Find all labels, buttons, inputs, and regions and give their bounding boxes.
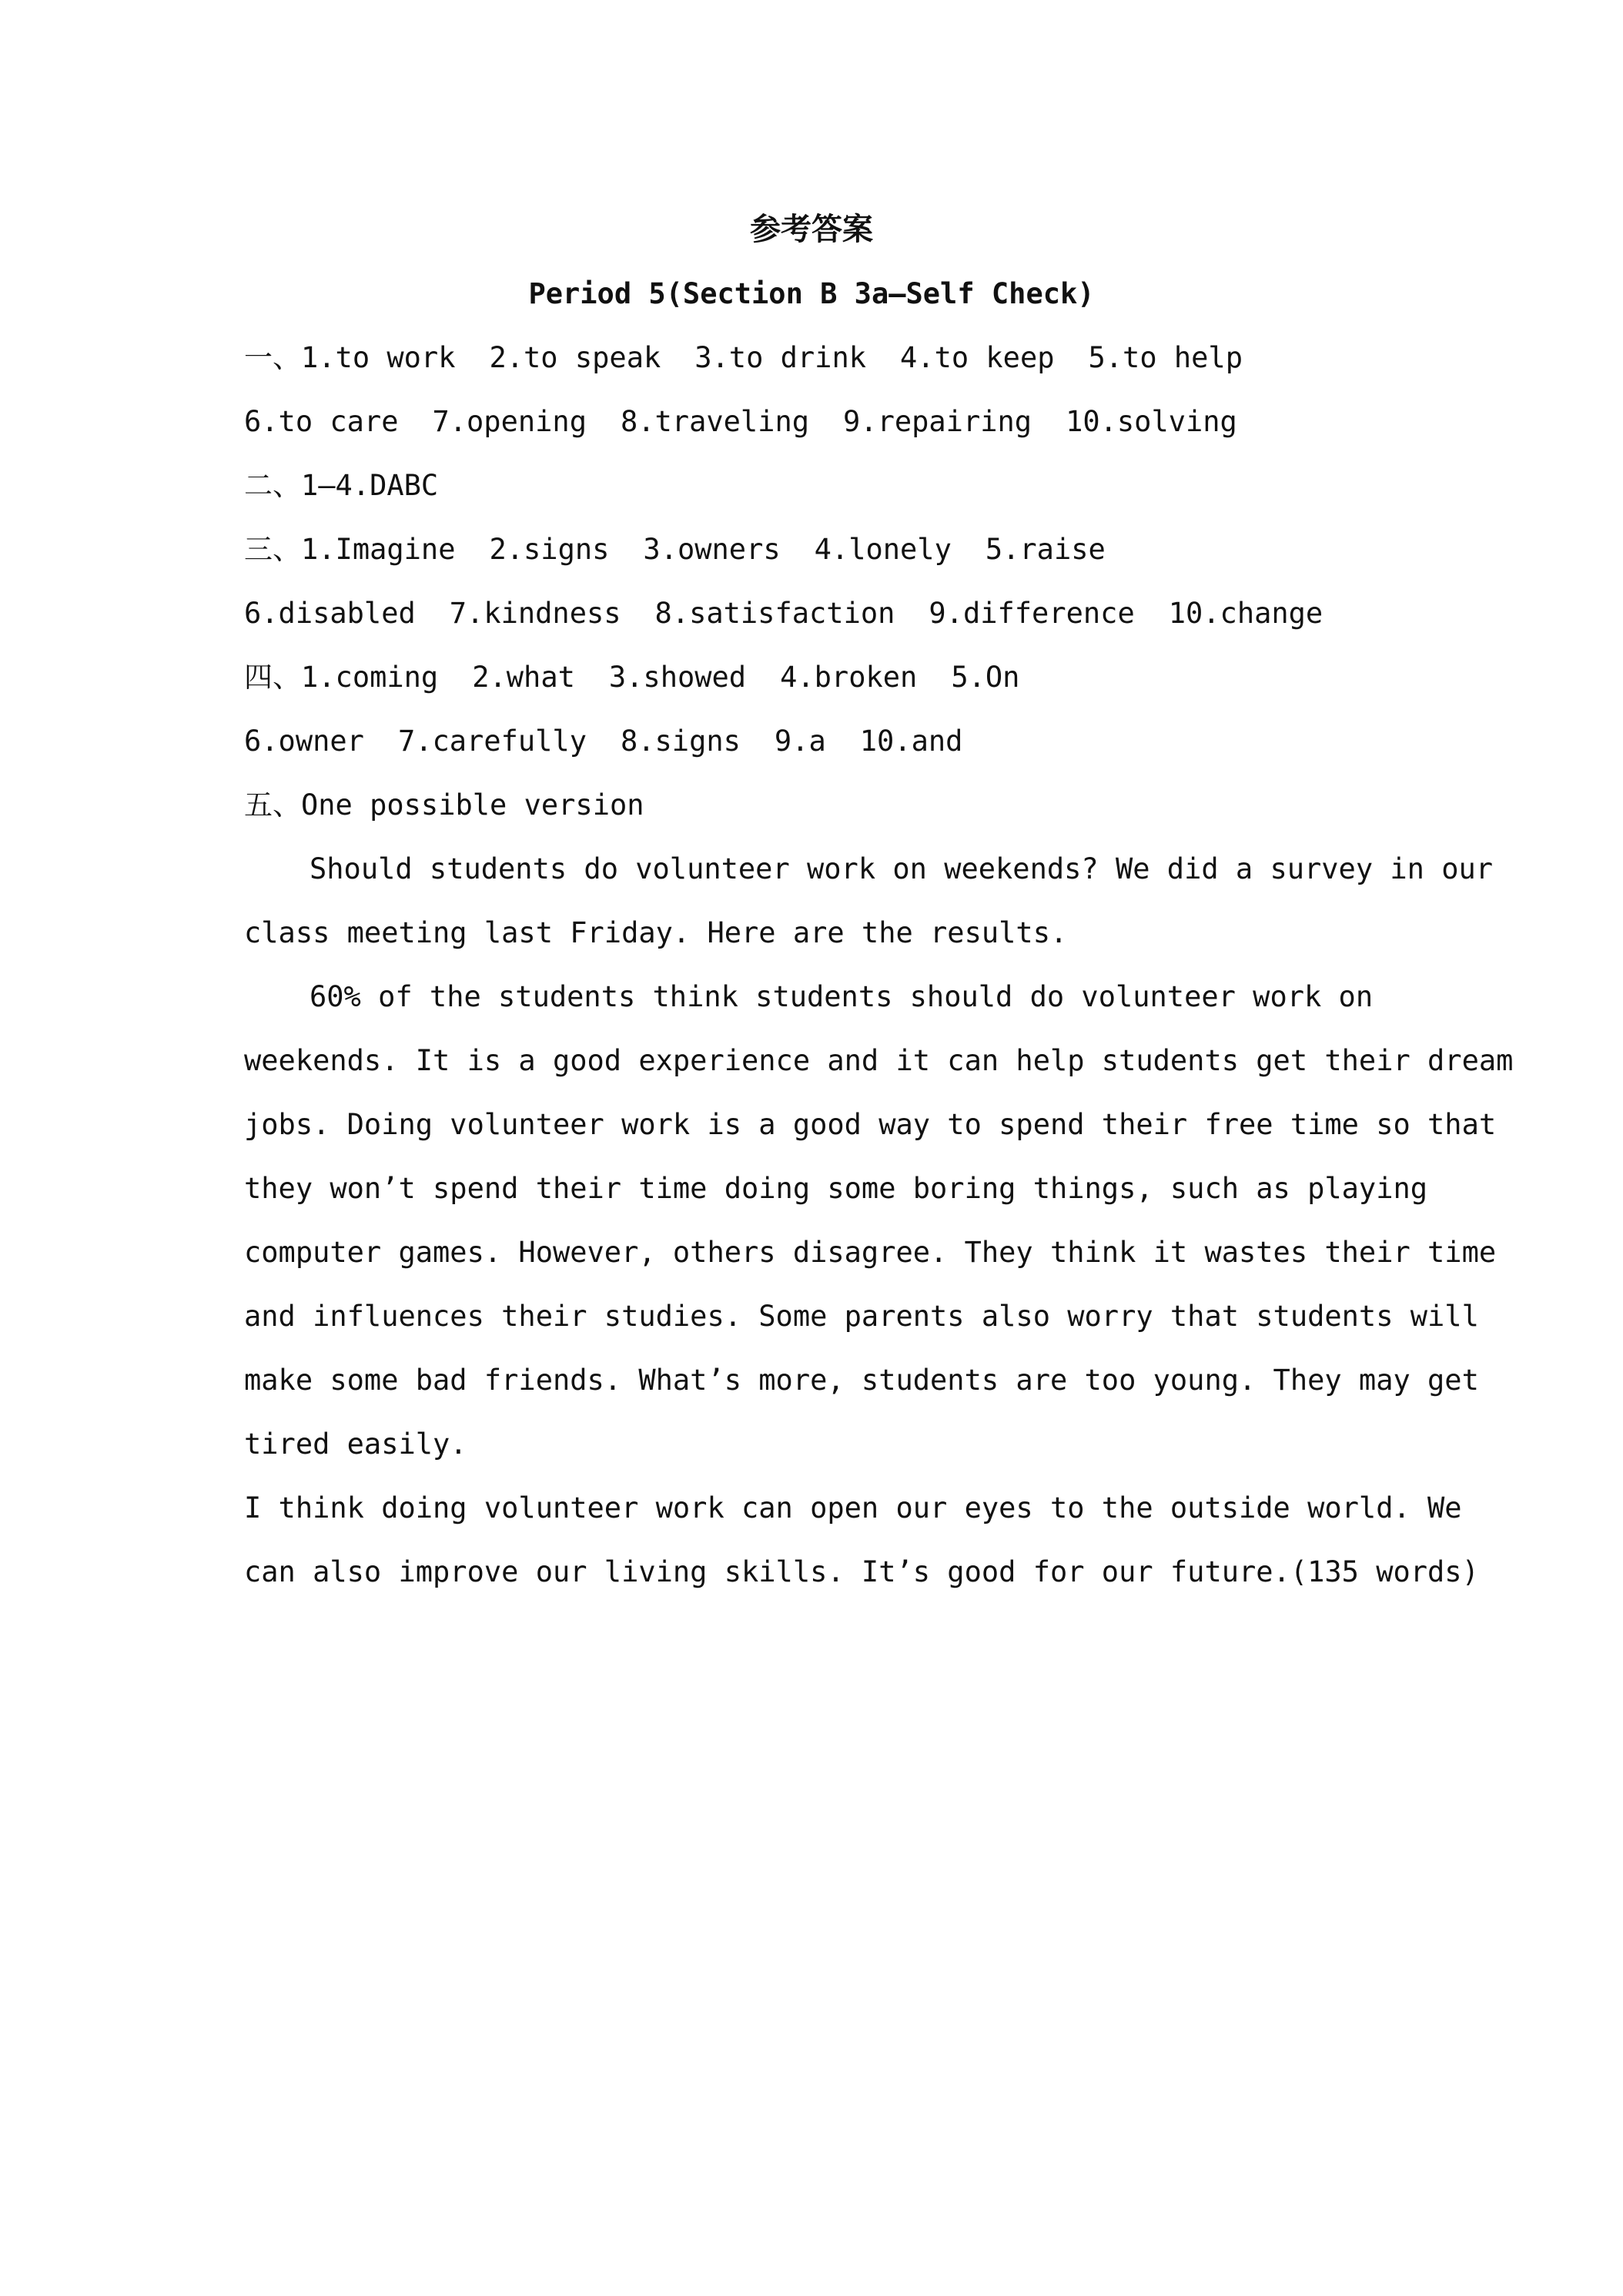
- answer-item: 5.raise: [985, 533, 1106, 566]
- section-3-row-2: [244, 594, 1384, 633]
- answer-item: 9.a: [774, 725, 826, 758]
- answer-item: 1—4.DABC: [301, 469, 439, 502]
- answer-item: 9.difference: [929, 597, 1135, 630]
- essay-line: jobs. Doing volunteer work is a good way to spend their free time so that: [244, 1108, 1497, 1141]
- answer-item: 1.Imagine: [301, 533, 456, 566]
- answer-item: 1.coming: [301, 661, 439, 694]
- section-3-prefix: 三、: [244, 533, 301, 566]
- essay-line: I think doing volunteer work can open our eyes to the outside world. We: [244, 1491, 1462, 1525]
- answer-item: 7.kindness: [449, 597, 621, 630]
- section-5-prefix: 五、: [244, 788, 301, 822]
- answer-item: 4.lonely: [814, 533, 952, 566]
- answer-item: 6.to care: [244, 405, 399, 438]
- essay-line: and influences their studies. Some parents also worry that students will: [244, 1300, 1479, 1333]
- essay-line: tired easily.: [244, 1427, 467, 1461]
- essay-line: weekends. It is a good experience and it can help students get their dream: [244, 1044, 1514, 1077]
- answer-item: 6.owner: [244, 725, 364, 758]
- answer-item: 4.to keep: [900, 341, 1055, 374]
- essay-line: make some bad friends. What’s more, students are too young. They may get: [244, 1364, 1479, 1397]
- essay-line: they won’t spend their time doing some boring things, such as playing: [244, 1172, 1428, 1205]
- answer-item: 10.solving: [1066, 405, 1237, 438]
- answer-item: 5.On: [951, 661, 1020, 694]
- essay-line: Should students do volunteer work on weekends? We did a survey in our: [310, 852, 1494, 885]
- section-4-row-2: [244, 722, 1384, 761]
- answer-item: 4.broken: [780, 661, 918, 694]
- answer-item: 2.what: [472, 661, 575, 694]
- essay-line: class meeting last Friday. Here are the results.: [244, 916, 1068, 949]
- answer-item: 3.showed: [608, 661, 747, 694]
- section-4-prefix: 四、: [244, 661, 301, 694]
- page-subtitle: Period 5(Section B 3a—Self Check): [528, 277, 1095, 310]
- answer-item: 1.to work: [301, 341, 456, 374]
- section-5-heading: [244, 786, 1384, 825]
- answer-item: 2.signs: [489, 533, 610, 566]
- answer-item: 8.traveling: [620, 405, 810, 438]
- answer-item: 6.disabled: [244, 597, 416, 630]
- essay-line: computer games. However, others disagree. They think it wastes their time: [244, 1236, 1497, 1269]
- answer-item: 3.owners: [643, 533, 781, 566]
- section-1-row-1: [244, 339, 1384, 377]
- section-1-row-2: [244, 403, 1384, 441]
- page-title: 参考答案: [750, 211, 873, 247]
- answer-item: 3.to drink: [694, 341, 867, 374]
- section-1-prefix: 一、: [244, 341, 301, 374]
- answer-item: 7.opening: [432, 405, 587, 438]
- answer-item: 10.change: [1168, 597, 1323, 630]
- answer-item: 2.to speak: [489, 341, 661, 374]
- section-2-prefix: 二、: [244, 469, 301, 502]
- section-3-row-1: [244, 530, 1384, 569]
- answer-item: 9.repairing: [843, 405, 1032, 438]
- answer-item: 5.to help: [1088, 341, 1243, 374]
- essay-line: can also improve our living skills. It’s good for our future.(135 words): [244, 1555, 1479, 1588]
- answer-item: 8.signs: [620, 725, 741, 758]
- essay-line: 60% of the students think students should do volunteer work on: [310, 980, 1374, 1013]
- answer-item: 10.and: [859, 725, 963, 758]
- answer-item: 7.carefully: [397, 725, 587, 758]
- essay-heading: One possible version: [301, 788, 644, 822]
- section-4-row-1: [244, 658, 1384, 697]
- answer-item: 8.satisfaction: [654, 597, 895, 630]
- section-2-row: [244, 467, 1384, 505]
